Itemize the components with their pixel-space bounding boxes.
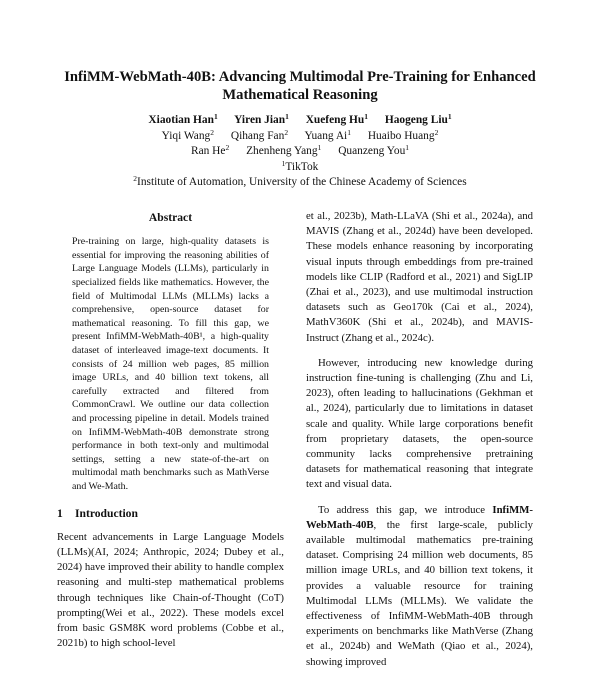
author-block [40, 113, 560, 191]
dataset-name: InfiMM-WebMath-40B [306, 503, 533, 531]
author-name: Qihang Fan [230, 129, 285, 142]
body-paragraph-1: et al., 2023b), Math-LLaVA (Shi et al., 2024a), and MAVIS (Zhang et al., 2024d) have been developed. These models enhance reasoning by incorporating visual inputs through embeddings from pre-trained models like CLIP (Radford et al., 2021) and SigLIP (Zhai et al., 2023), and use multimodal instruction datasets such as Geo170k (Cai et al., 2024), MathV360K (Shi et al., 2024b), and MAVIS-Instruct (Zhang et al., 2024c). [306, 210, 533, 344]
author-name: Ran He [190, 145, 226, 157]
affiliation-1: $^1$TikTok [281, 158, 319, 173]
body-paragraph-2: However, introducing new knowledge during instruction fine-tuning is challenging (Zhu and Li, 2023), often leading to hallucinations (Gekhman et al., 2024), particularly due to limitations in dataset scale and quality. While large corporations benefit from proprietary datasets, the open-source community lacks comprehensive pretraining datasets for mathematical reasoning that integrate text and visual data. [306, 356, 533, 491]
abstract-text: Pre-training on large, high-quality datasets is essential for improving the reasoning abilities of Large Language Models (LLMs), particularly in specialized fields like mathematics. However, the field of Multimodal LLMs (MLLMs) lacks a comprehensive, open-source dataset for mathematical reasoning. To fill this gap, we present InfiMM-WebMath-40B¹, a high-quality dataset of interleaved image-text documents. It consists of 24 million web pages, 85 million image URLs, and 40 billion text tokens, all carefully extracted and filtered from CommonCrawl. We outline our data collection and processing pipeline in detail. Models trained on InfiMM-WebMath-40B demonstrate strong performance in both text-only and multimodal settings, setting a new state-of-the-art on multimodal math benchmarks such as MathVerse and We-Math. [72, 236, 269, 492]
right-column [306, 209, 533, 680]
paper-title [40, 68, 560, 104]
author-name: Xuefeng Hu [305, 114, 365, 126]
authors-line-2: Yiqi Wang$^2$ Qihang Fan$^2$ Yuang Ai$^1$ Huaibo Huang$^2$ [161, 127, 439, 142]
authors-line-3: Ran He$^2$ Zhenheng Yang$^1$ Quanzeng You$^1$ [190, 143, 410, 157]
author-name: Huaibo Huang [367, 129, 435, 142]
body-paragraph-3: To address this gap, we introduce InfiMM-WebMath-40B, the first large-scale, publicly available multimodal mathematics pre-training dataset. Comprising 24 million web documents, 85 million image URLs, and 40 billion text tokens, it provides a valuable resource for training Multimodal LLMs (MLLMs). We validate the effectiveness of InfiMM-WebMath-40B through experiments on benchmarks like MathVerse (Zhang et al., 2024b) and WeMath (Qiao et al., 2024), showing improved [306, 503, 533, 668]
author-name: Quanzeng You [338, 145, 406, 157]
affiliation-2: $^2$Institute of Automation, University of the Chinese Academy of Sciences [133, 174, 467, 188]
author-name: Yiqi Wang [161, 129, 211, 142]
abstract-heading: Abstract [148, 211, 193, 224]
section-heading-introduction [57, 506, 284, 521]
intro-paragraph: Recent advancements in Large Language Models (LLMs)(AI, 2024; Anthropic, 2024; Dubey et al., 2024) have improved their ability to handle complex reasoning and multi-step mathematical problems through techniques like Chain-of-Thought (CoT) prompting(Wei et al., 2022). These models excel from basic GSM8K word problems (Cobbe et al., 2021b) to high school-level [57, 530, 284, 650]
left-column [57, 210, 284, 651]
author-name: Haogeng Liu [384, 114, 448, 126]
author-name: Yiren Jian [234, 114, 286, 126]
author-name: Xiaotian Han [148, 114, 214, 126]
author-name: Yuang Ai [304, 129, 348, 142]
authors-line-1: Xiaotian Han$^1$ Yiren Jian$^1$ Xuefeng Hu$^1$ Haogeng Liu$^1$ [148, 112, 452, 126]
title-line-2: Mathematical Reasoning [222, 87, 378, 103]
section-title: Introduction [75, 507, 138, 521]
title-line-1: InfiMM-WebMath-40B: Advancing Multimodal Pre-Training for Enhanced [64, 69, 536, 85]
section-number: 1 [57, 507, 63, 521]
author-name: Zhenheng Yang [246, 145, 318, 157]
abstract-body [72, 235, 269, 493]
